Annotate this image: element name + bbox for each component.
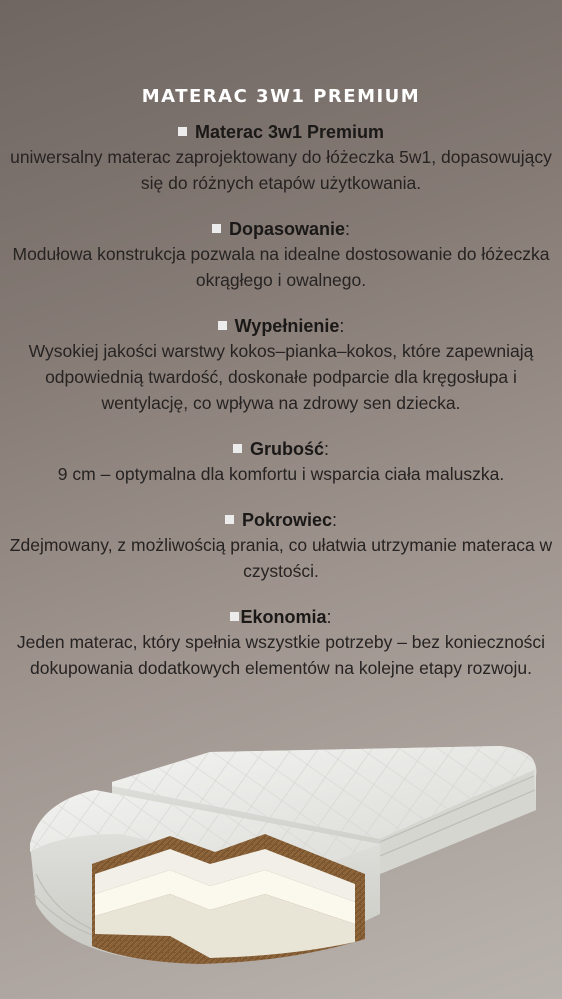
heading-suffix: :: [339, 316, 345, 336]
feature-heading-text: Wypełnienie: [234, 316, 340, 336]
feature-materac: [0, 120, 562, 196]
feature-heading-text: Grubość: [249, 439, 324, 459]
feature-heading: [0, 605, 562, 629]
feature-heading-text: Pokrowiec: [241, 510, 333, 530]
feature-list: [0, 120, 562, 702]
feature-body: Jeden materac, który spełnia wszystkie potrzeby – bez konieczności dokupowania dodatkowych elementów na kolejne etapy rozwoju.: [16, 632, 546, 678]
heading-suffix: :: [332, 510, 338, 530]
feature-heading: [0, 217, 562, 241]
square-bullet-icon: [178, 127, 187, 136]
feature-ekonomia: [0, 605, 562, 681]
square-bullet-icon: [233, 444, 242, 453]
page-title: MATERAC 3W1 PREMIUM: [141, 86, 421, 107]
mattress-illustration: [0, 724, 562, 999]
feature-dopasowanie: [0, 217, 562, 293]
heading-suffix: :: [326, 607, 332, 627]
feature-body: Zdejmowany, z możliwością prania, co ułatwia utrzymanie materaca w czystości.: [9, 535, 553, 581]
feature-body: 9 cm – optymalna dla komfortu i wsparcia ciała maluszka.: [57, 464, 505, 484]
feature-heading-text: Dopasowanie: [228, 219, 345, 239]
square-bullet-icon: [230, 612, 239, 621]
square-bullet-icon: [218, 321, 227, 330]
feature-heading: [0, 508, 562, 532]
feature-grubosc: [0, 437, 562, 487]
feature-body: Wysokiej jakości warstwy kokos–pianka–kokos, które zapewniają odpowiednią twardość, doskonałe podparcie dla kręgosłupa i wentylację, co wpływa na zdrowy sen dziecka.: [28, 341, 534, 413]
square-bullet-icon: [212, 224, 221, 233]
feature-wypelnienie: [0, 314, 562, 416]
feature-heading-text: Materac 3w1 Premium: [194, 122, 385, 142]
feature-body: Modułowa konstrukcja pozwala na idealne dostosowanie do łóżeczka okrągłego i owalnego.: [12, 244, 550, 290]
feature-heading-text: Ekonomia: [240, 607, 327, 627]
feature-heading: [0, 120, 562, 144]
feature-heading: [0, 314, 562, 338]
heading-suffix: :: [345, 219, 351, 239]
feature-body: uniwersalny materac zaprojektowany do łóżeczka 5w1, dopasowujący się do różnych etapów użytkowania.: [10, 147, 552, 193]
feature-pokrowiec: [0, 508, 562, 584]
feature-heading: [0, 437, 562, 461]
square-bullet-icon: [225, 515, 234, 524]
heading-suffix: :: [324, 439, 330, 459]
